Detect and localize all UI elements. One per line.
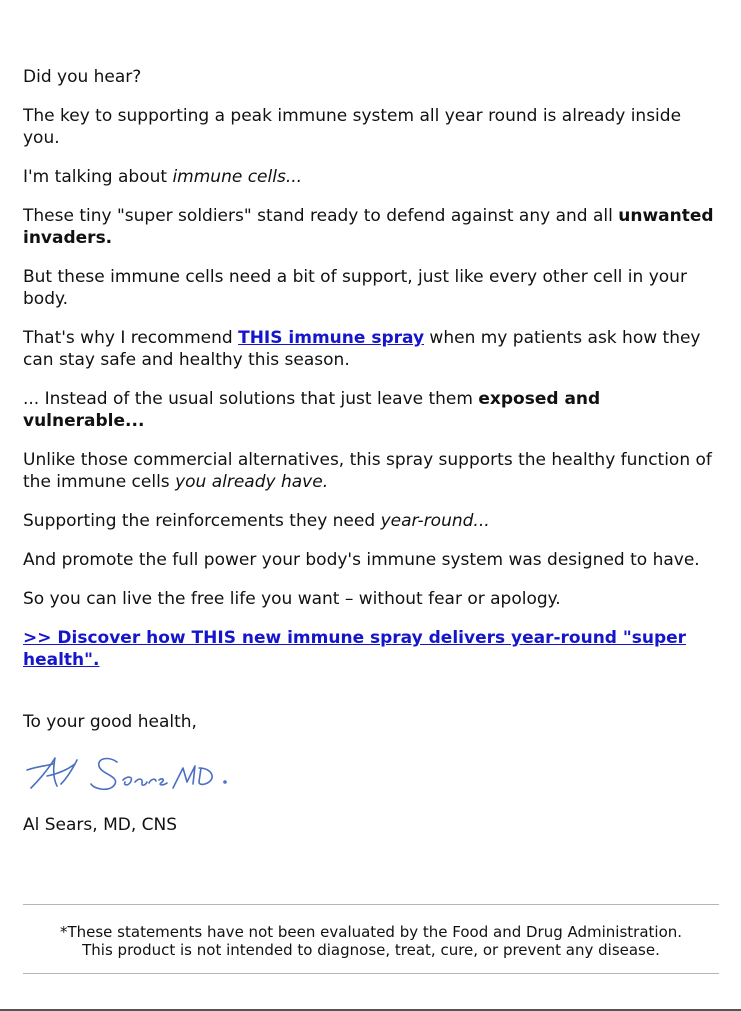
- paragraph-key: The key to supporting a peak immune system all year round is already inside you.: [23, 106, 682, 148]
- fda-disclaimer-section: [23, 904, 719, 974]
- italic-text: you already have.: [175, 472, 329, 492]
- paragraph-reinforcements: [23, 510, 719, 532]
- email-body: [23, 66, 719, 853]
- disclaimer-line-2: This product is not intended to diagnose, treat, cure, or prevent any disease.: [82, 941, 660, 959]
- sender-name: Al Sears, MD, CNS: [23, 815, 178, 835]
- italic-text: immune cells...: [172, 167, 303, 187]
- text: ... Instead of the usual solutions that just leave them: [23, 389, 479, 409]
- paragraph-cta: [23, 627, 719, 671]
- signature-image: [23, 750, 253, 802]
- text: I'm talking about: [23, 167, 173, 187]
- paragraph-full-power: And promote the full power your body's immune system was designed to have.: [23, 550, 700, 570]
- signoff: To your good health,: [23, 712, 197, 732]
- divider-bottom: [23, 973, 719, 974]
- text: Unlike those commercial alternatives, this spray supports the healthy function of the immune cells: [23, 450, 712, 492]
- disclaimer-line-1: *These statements have not been evaluated by the Food and Drug Administration.: [59, 923, 683, 941]
- paragraph-super-soldiers: [23, 205, 719, 249]
- paragraph-free-life: So you can live the free life you want – without fear or apology.: [23, 589, 561, 609]
- text: These tiny "super soldiers" stand ready to defend against any and all: [23, 206, 619, 226]
- text: That's why I recommend: [23, 328, 239, 348]
- text: when my patients ask how they can stay safe and healthy this season.: [23, 328, 701, 370]
- discover-cta-link[interactable]: >> Discover how THIS new immune spray delivers year-round "super health".: [23, 628, 687, 670]
- bold-text: unwanted invaders.: [23, 206, 714, 248]
- paragraph-recommend: [23, 327, 719, 371]
- paragraph-support: But these immune cells need a bit of support, just like every other cell in your body.: [23, 267, 687, 309]
- bold-text: exposed and vulnerable...: [23, 389, 601, 431]
- fda-disclaimer: [23, 905, 719, 973]
- text: Supporting the reinforcements they need: [23, 511, 381, 531]
- immune-spray-link[interactable]: THIS immune spray: [238, 328, 425, 348]
- paragraph-instead: [23, 388, 719, 432]
- paragraph-immune-cells: [23, 166, 719, 188]
- paragraph-unlike: [23, 449, 719, 493]
- italic-text: year-round...: [380, 511, 490, 531]
- paragraph-intro: Did you hear?: [23, 67, 142, 87]
